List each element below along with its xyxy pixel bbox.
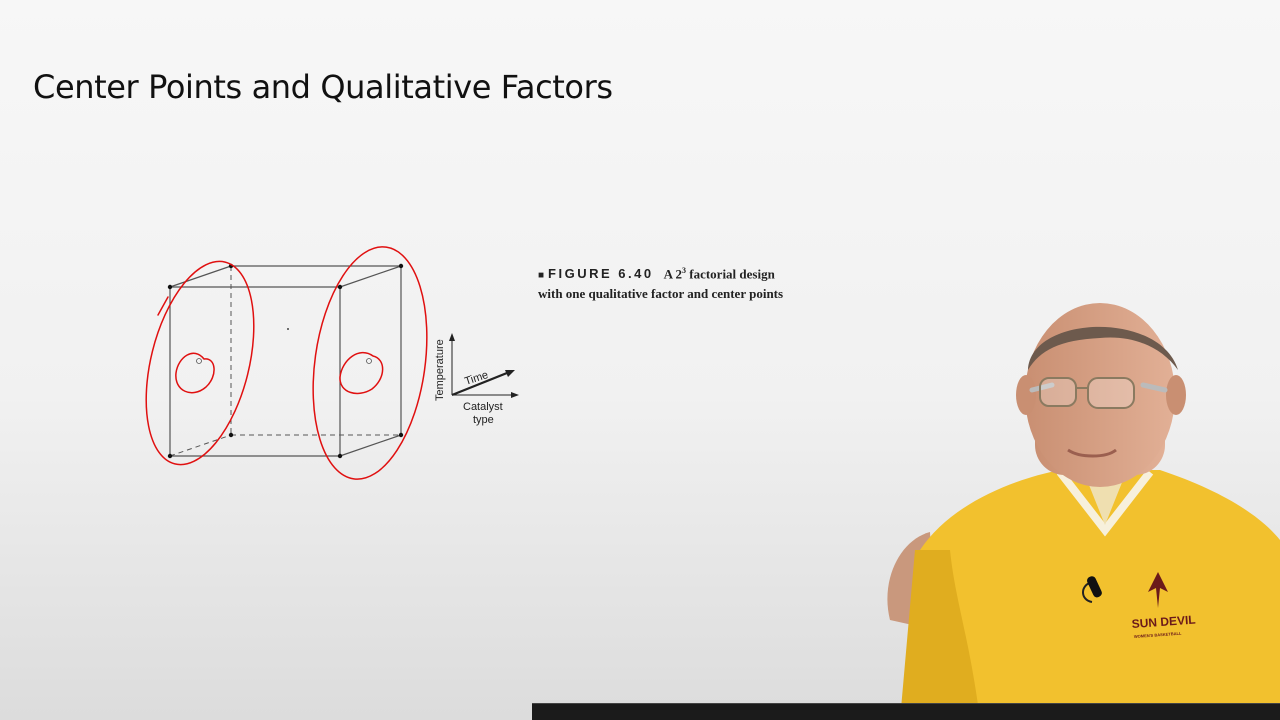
caption-text-start: A 2 xyxy=(663,266,682,282)
caption-text-end: factorial design with one qualitative factor and center points xyxy=(538,266,784,302)
axis-label-type: type xyxy=(473,414,494,426)
presenter-video xyxy=(860,300,1280,720)
factorial-cube-figure xyxy=(120,245,530,495)
figure-label: FIGURE 6.40 xyxy=(548,266,654,282)
slide-title: Center Points and Qualitative Factors xyxy=(33,68,613,106)
red-annotations xyxy=(127,245,440,487)
presenter-figure xyxy=(887,303,1280,720)
axis-label-time: Time xyxy=(463,369,490,388)
figure-caption xyxy=(538,262,788,303)
shirt-logo-subtext: WOMEN'S BASKETBALL xyxy=(1133,630,1182,639)
design-points xyxy=(168,264,403,458)
shirt-logo-text: SUN DEVIL xyxy=(1131,612,1197,631)
axis-indicator xyxy=(449,333,519,398)
axis-label-temperature: Temperature xyxy=(434,339,446,401)
caption-exponent: 3 xyxy=(682,266,686,275)
caption-bullet-icon: ■ xyxy=(538,270,545,282)
desk-edge xyxy=(532,703,1280,720)
axis-label-catalyst: Catalyst xyxy=(463,401,503,413)
